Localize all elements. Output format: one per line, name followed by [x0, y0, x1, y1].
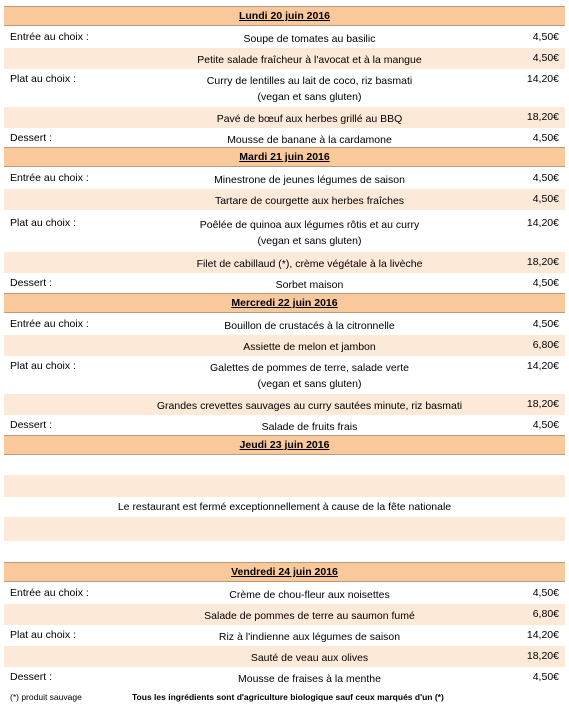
menu-row	[4, 48, 565, 69]
category-label: Entrée au choix :	[10, 31, 89, 43]
dish-name: Pavé de bœuf aux herbes grillé au BBQ	[216, 113, 403, 125]
dish-price: 4,50€	[532, 132, 559, 144]
dish-price: 4,50€	[532, 671, 559, 683]
menu-row	[4, 583, 565, 604]
dish-name	[124, 217, 495, 249]
dish-price: 6,80€	[532, 339, 559, 351]
dish-name: Minestrone de jeunes légumes de saison	[214, 174, 405, 186]
blank-row	[4, 541, 565, 562]
dish-name: Mousse de fraises à la menthe	[238, 673, 381, 685]
dish-price: 4,50€	[532, 52, 559, 64]
category-label: Dessert :	[10, 671, 53, 683]
dish-name: Riz à l'indienne aux légumes de saison	[218, 631, 401, 643]
blank-row	[4, 517, 565, 541]
menu-row	[4, 646, 565, 667]
blank-row	[4, 475, 565, 497]
dish-note: (vegan et sans gluten)	[257, 378, 362, 390]
dish-name: Filet de cabillaud (*), crème végétale à la livèche	[196, 258, 423, 270]
dish-name: Salade de fruits frais	[261, 421, 358, 433]
dish-price: 14,20€	[526, 73, 559, 85]
dish-name: Soupe de tomates au basilic	[243, 33, 376, 45]
day-title: Lundi 20 juin 2016	[238, 10, 331, 22]
category-label: Plat au choix :	[10, 217, 76, 229]
menu-row	[4, 604, 565, 625]
day-header-tuesday	[4, 147, 565, 167]
dish-price: 4,50€	[532, 587, 559, 599]
dish-line: Galettes de pommes de terre, salade verte	[209, 362, 410, 374]
menu-row	[4, 314, 565, 335]
dish-name: Sauté de veau aux olives	[250, 652, 369, 664]
menu-row	[4, 273, 565, 293]
day-header-friday	[4, 562, 565, 582]
menu-row	[4, 394, 565, 415]
dish-note: (vegan et sans gluten)	[257, 235, 362, 247]
closed-row	[4, 497, 565, 517]
dish-price: 14,20€	[526, 217, 559, 229]
dish-name: Crème de chou-fleur aux noisettes	[229, 589, 390, 601]
menu-row	[4, 415, 565, 435]
dish-name: Mousse de banane à la cardamone	[227, 134, 392, 146]
dish-name: Tartare de courgette aux herbes fraîches	[214, 195, 405, 207]
footnote-wild-product: (*) produit sauvage	[10, 692, 82, 702]
dish-note: (vegan et sans gluten)	[257, 91, 362, 103]
dish-name: Grandes crevettes sauvages au curry sautées minute, riz basmati	[156, 400, 463, 412]
dish-price: 14,20€	[526, 360, 559, 372]
day-header-thursday	[4, 435, 565, 455]
menu-row	[4, 625, 565, 646]
dish-price: 4,50€	[532, 31, 559, 43]
day-title: Jeudi 23 juin 2016	[239, 439, 330, 451]
menu-row	[4, 252, 565, 273]
dish-price: 18,20€	[526, 398, 559, 410]
day-title: Mercredi 22 juin 2016	[231, 297, 338, 309]
dish-price: 4,50€	[532, 172, 559, 184]
day-title: Mardi 21 juin 2016	[239, 151, 330, 163]
menu-row	[4, 128, 565, 147]
menu-row	[4, 667, 565, 687]
category-label: Dessert :	[10, 277, 53, 289]
dish-price: 4,50€	[532, 419, 559, 431]
menu-row	[4, 210, 565, 252]
menu-row	[4, 168, 565, 189]
category-label: Dessert :	[10, 132, 53, 144]
closed-notice: Le restaurant est fermé exceptionnellement à cause de la fête nationale	[117, 501, 452, 513]
dish-price: 18,20€	[526, 650, 559, 662]
menu-row	[4, 27, 565, 48]
category-label: Plat au choix :	[10, 629, 76, 641]
menu-row	[4, 189, 565, 210]
category-label: Entrée au choix :	[10, 587, 89, 599]
menu-row	[4, 356, 565, 394]
dish-name: Bouillon de crustacés à la citronnelle	[224, 320, 395, 332]
day-header-monday	[4, 6, 565, 26]
category-label: Dessert :	[10, 419, 53, 431]
dish-price: 18,20€	[526, 256, 559, 268]
dish-price: 4,50€	[532, 277, 559, 289]
dish-name	[124, 73, 495, 105]
dish-price: 4,50€	[532, 193, 559, 205]
menu-row	[4, 335, 565, 356]
dish-line: Curry de lentilles au lait de coco, riz basmati	[206, 75, 413, 87]
dish-price: 4,50€	[532, 318, 559, 330]
dish-price: 14,20€	[526, 629, 559, 641]
category-label: Plat au choix :	[10, 360, 76, 372]
dish-name: Petite salade fraîcheur à l'avocat et à la mangue	[197, 54, 422, 66]
day-title: Vendredi 24 juin 2016	[231, 566, 338, 578]
dish-name: Sorbet maison	[275, 279, 344, 291]
blank-row	[4, 456, 565, 475]
menu-row	[4, 107, 565, 128]
category-label: Entrée au choix :	[10, 318, 89, 330]
dish-name	[124, 360, 495, 392]
menu-row	[4, 69, 565, 107]
category-label: Entrée au choix :	[10, 172, 89, 184]
dish-name: Salade de pommes de terre au saumon fumé	[204, 610, 415, 622]
dish-price: 6,80€	[532, 608, 559, 620]
footnote-organic: Tous les ingrédients sont d'agriculture biologique sauf ceux marqués d'un (*)	[132, 692, 444, 702]
dish-price: 18,20€	[526, 111, 559, 123]
category-label: Plat au choix :	[10, 73, 76, 85]
dish-line: Poêlée de quinoa aux légumes rôtis et au curry	[199, 219, 420, 231]
dish-name: Assiette de melon et jambon	[243, 341, 376, 353]
day-header-wednesday	[4, 293, 565, 313]
